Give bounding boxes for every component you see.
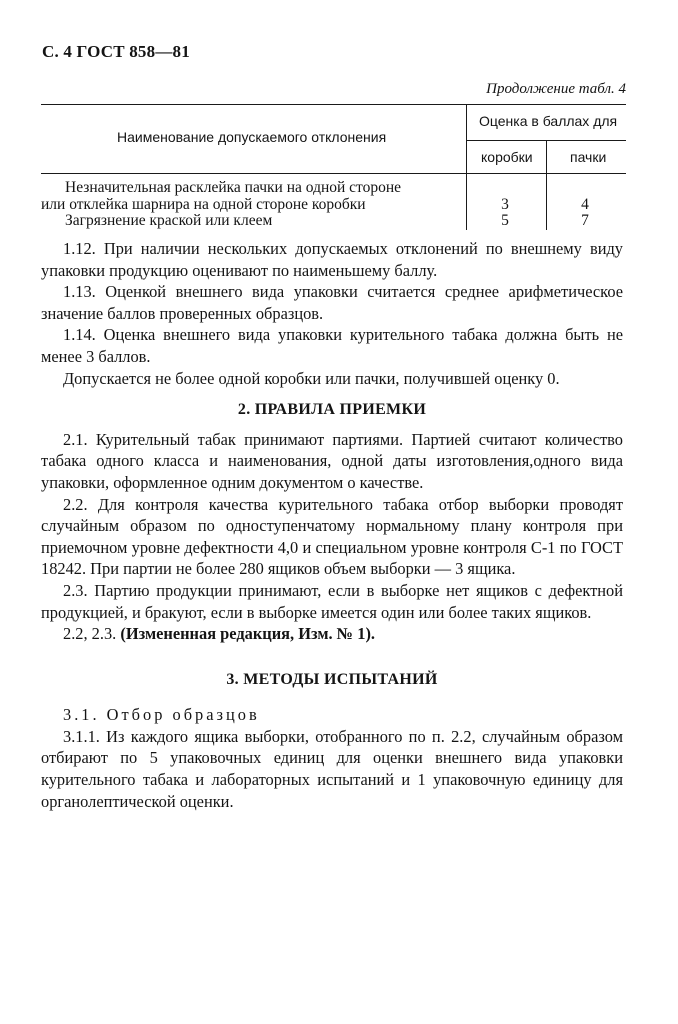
paragraph-2-1: 2.1. Курительный табак принимают партиями. Партией считают количество табака одного класса и наименования, одной даты изготовления,одного вида упаковки, оформленное одним документом о качестве. bbox=[41, 429, 623, 492]
paragraph-1-14: 1.14. Оценка внешнего вида упаковки курительного табака должна быть не менее 3 баллов. bbox=[41, 325, 623, 366]
paragraph-3-1-1: 3.1.1. Из каждого ящика выборки, отобранного по п. 2.2, случайным образом отбирают по 5 упаковочных единиц для оценки внешнего вида упаковки курительного табака и лабораторных испытаний и 1 упаковочную единицу для органолептической оценки. bbox=[41, 726, 623, 811]
paragraph-3-1: 3.1. Отбор образцов bbox=[63, 705, 260, 725]
document-body bbox=[41, 238, 623, 812]
deviations-table bbox=[41, 104, 626, 230]
paragraph-1-13: 1.13. Оценкой внешнего вида упаковки считается среднее арифметическое значение баллов проверенных образцов. bbox=[41, 282, 623, 323]
table-row-2-pack-score: 7 bbox=[581, 212, 589, 229]
column-header-box: коробки bbox=[481, 149, 533, 165]
paragraph-allowed: Допускается не более одной коробки или пачки, получившей оценку 0. bbox=[63, 368, 560, 388]
section-2-heading: 2. ПРАВИЛА ПРИЕМКИ bbox=[237, 401, 427, 419]
paragraph-2-3: 2.3. Партию продукции принимают, если в выборке нет ящиков с дефектной продукцией, и бракуют, если в выборке имеется один или более таких ящиков. bbox=[41, 580, 623, 622]
table-row-1-line-2: или отклейка шарнира на одной стороне коробки bbox=[41, 196, 366, 213]
column-header-deviation-name: Наименование допускаемого отклонения bbox=[117, 129, 387, 145]
table-continuation-label: Продолжение табл. 4 bbox=[486, 81, 626, 97]
section-3-heading: 3. МЕТОДЫ ИСПЫТАНИЙ bbox=[226, 670, 438, 688]
table-row-1-line-1: Незначительная расклейка пачки на одной стороне bbox=[65, 179, 402, 196]
column-header-pack: пачки bbox=[570, 149, 607, 165]
table-row-2-line-1: Загрязнение краской или клеем bbox=[65, 212, 273, 229]
table-row-2-box-score: 5 bbox=[501, 212, 509, 229]
page-header: С. 4 ГОСТ 858—81 bbox=[42, 42, 190, 61]
column-header-score: Оценка в баллах для bbox=[479, 113, 618, 129]
table-row-1-pack-score: 4 bbox=[581, 196, 589, 213]
paragraph-2-2: 2.2. Для контроля качества курительного табака отбор выборки проводят случайным образом по одноступенчатому нормальному плану контроля при приемочном уровне дефектности 4,0 и специальном уровне контроля С-1 по ГОСТ 18242. При партии не более 280 ящиков объем выборки — 3 ящика. bbox=[41, 494, 623, 579]
paragraph-amendment: 2.2, 2.3. (Измененная редакция, Изм. № 1). bbox=[63, 624, 375, 644]
paragraph-1-12: 1.12. При наличии нескольких допускаемых отклонений по внешнему виду упаковки продукцию оценивают по наименьшему баллу. bbox=[41, 239, 623, 280]
table-row-1-box-score: 3 bbox=[501, 196, 509, 213]
